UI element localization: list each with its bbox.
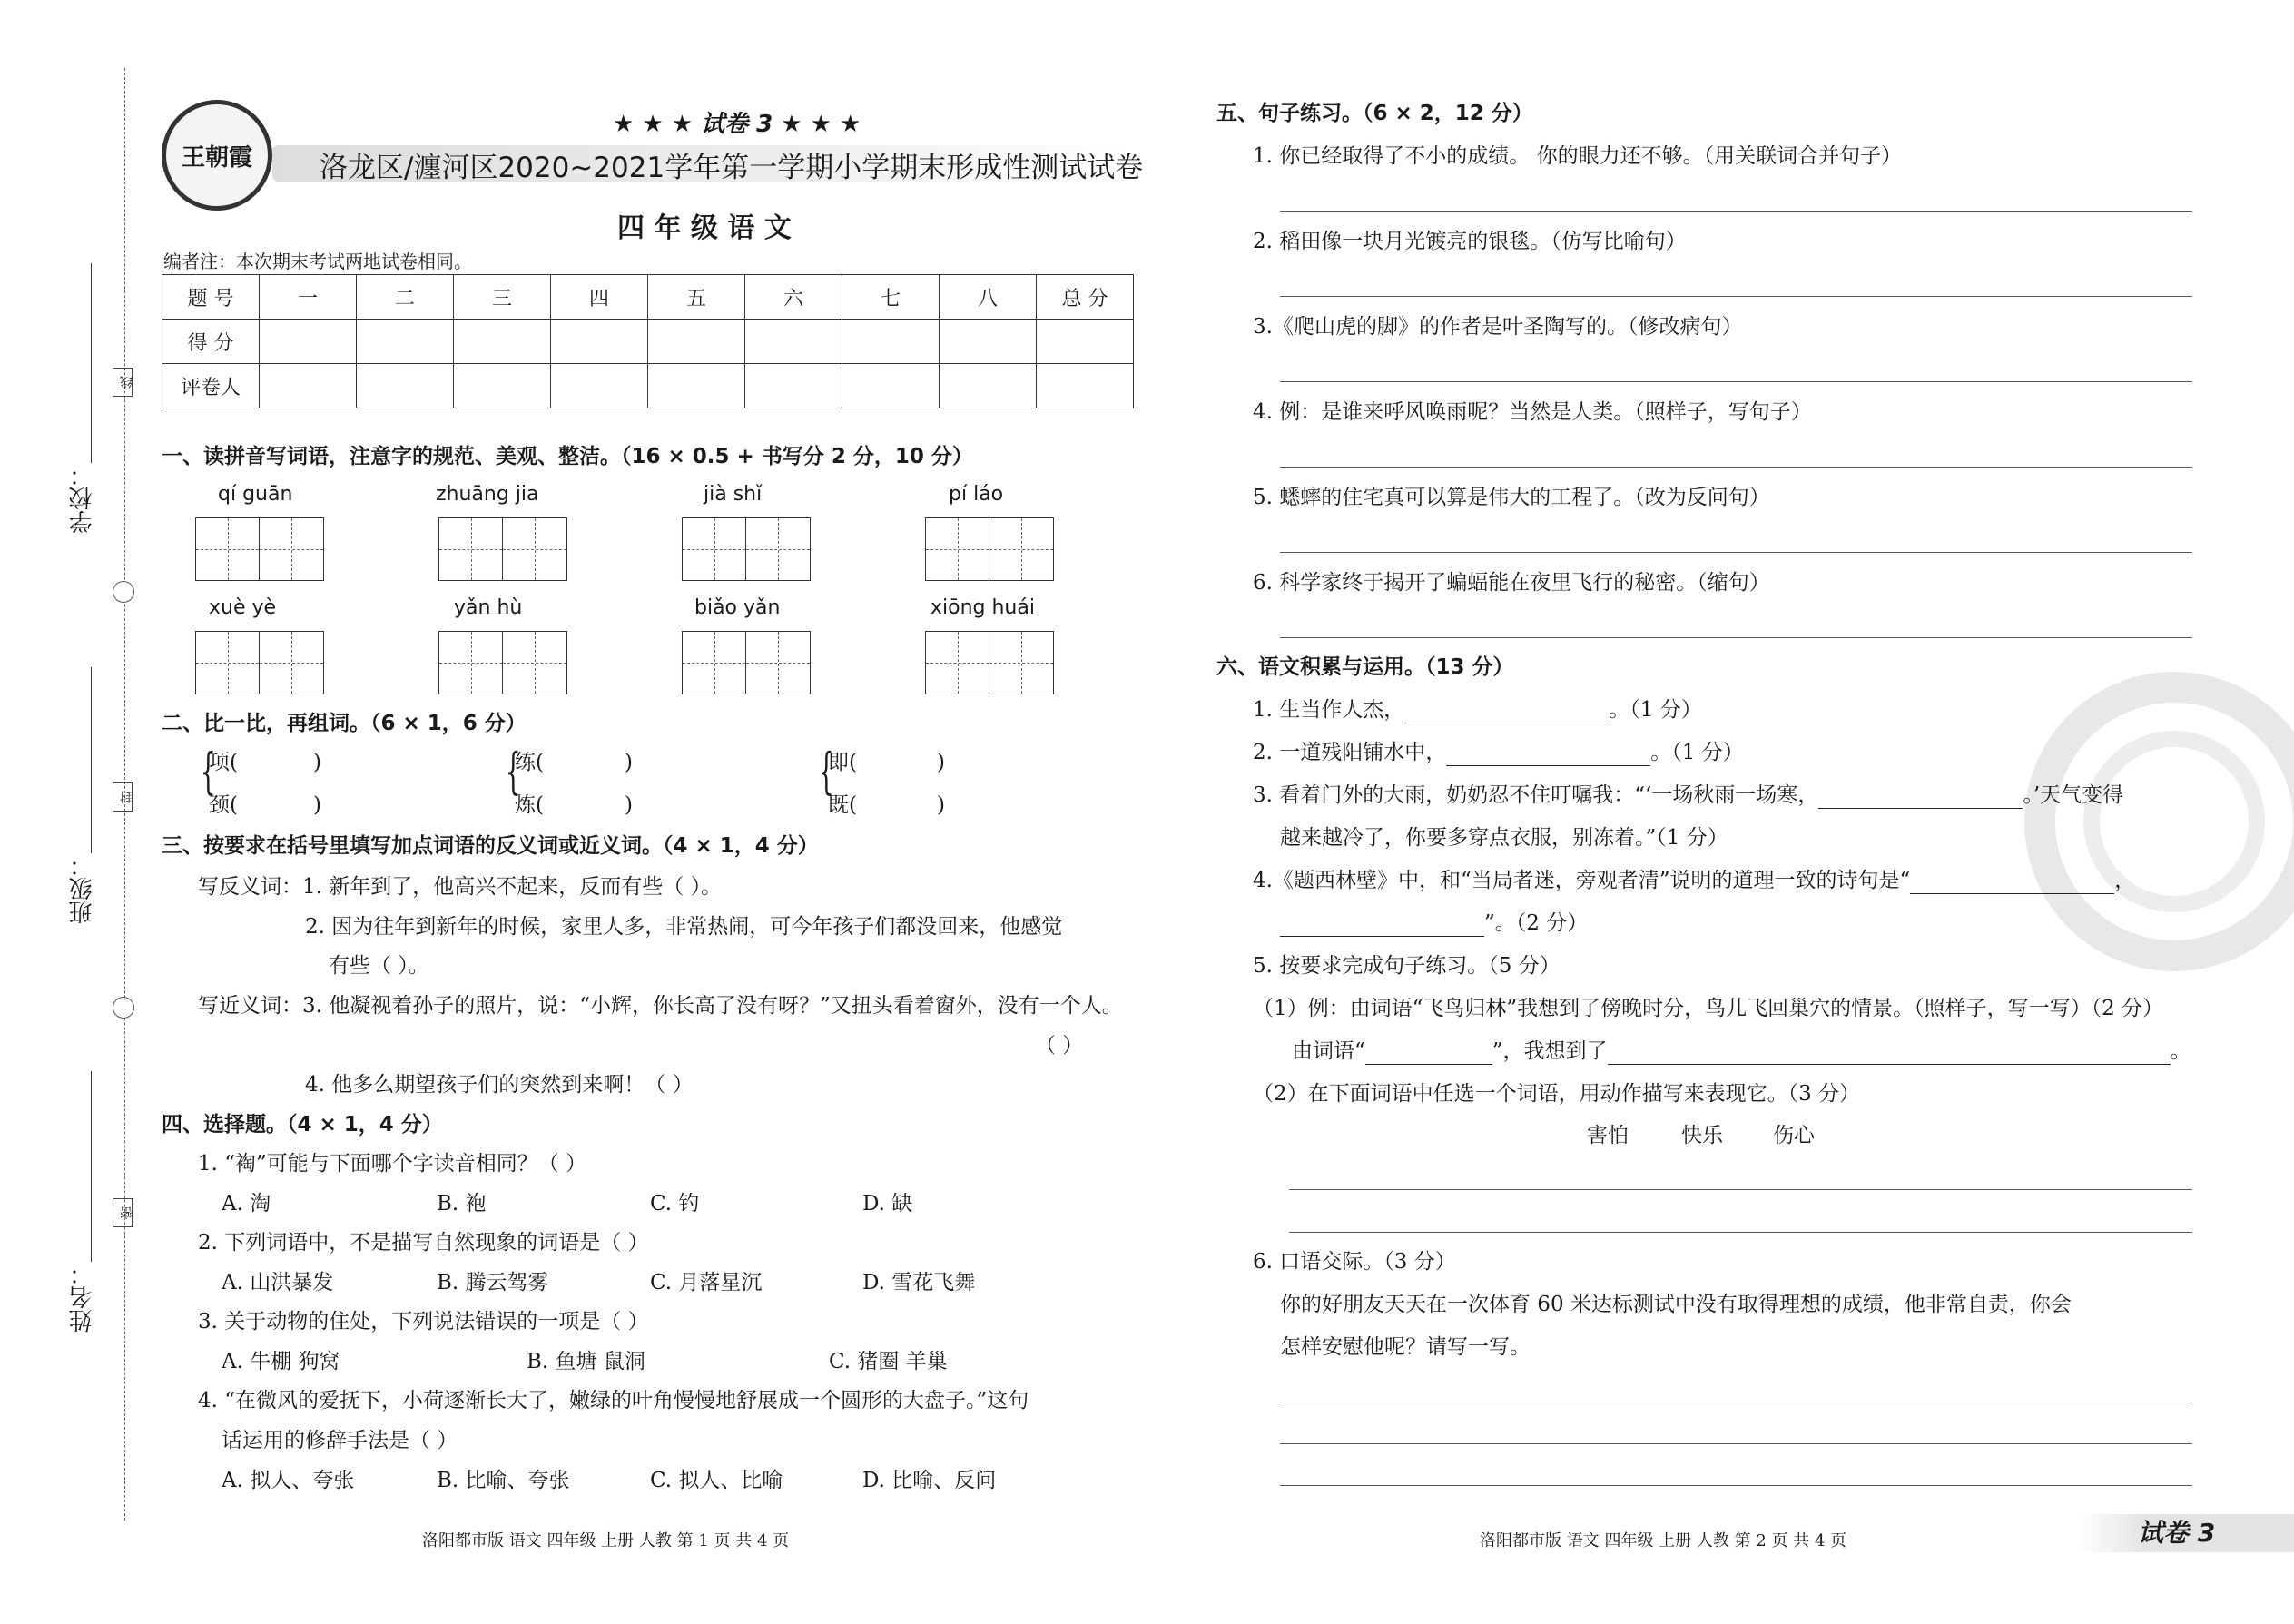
close-paren: ) <box>937 793 945 817</box>
option[interactable]: B. 腾云驾雾 <box>437 1271 549 1294</box>
table-cell: 得 分 <box>162 320 260 364</box>
class-field[interactable] <box>91 667 92 853</box>
section6-title: 六、语文积累与运用。（13 分） <box>1216 655 1514 679</box>
pinyin-label: pí láo <box>949 483 1004 506</box>
close-paren: ) <box>625 751 633 774</box>
answer-line[interactable] <box>1289 1189 2192 1190</box>
footer-right: 洛阳都市版 语文 四年级 上册 人教 第 2 页 共 4 页 <box>1480 1531 1847 1550</box>
answer-line[interactable] <box>1280 637 2192 638</box>
option[interactable]: C. 月落星沉 <box>650 1271 763 1294</box>
brace: { <box>505 743 521 800</box>
score-cell[interactable] <box>940 320 1037 364</box>
q2-end: 。（1 分） <box>1650 741 1744 764</box>
question-text: 2. 稻田像一块月光镀亮的银毯。（仿写比喻句） <box>1253 230 1687 253</box>
compare-item: 练( <box>515 751 544 774</box>
subject-title: 四 年 级 语 文 <box>617 212 792 244</box>
score-cell[interactable] <box>357 320 454 364</box>
pinyin-label: zhuāng jia <box>436 483 539 506</box>
option[interactable]: A. 山洪暴发 <box>222 1271 334 1294</box>
question-text <box>1280 910 1588 937</box>
answer-blank[interactable] <box>1404 701 1609 723</box>
score-row <box>162 320 1134 364</box>
class-label: 班级： <box>69 853 96 924</box>
close-paren: ) <box>937 751 945 774</box>
section5-title: 五、句子练习。（6 × 2，12 分） <box>1216 102 1533 125</box>
pinyin-label: yǎn hù <box>454 596 523 619</box>
grader-cell[interactable] <box>357 364 454 408</box>
score-cell[interactable] <box>260 320 357 364</box>
close-paren: ) <box>313 751 321 774</box>
close-paren: ) <box>625 793 633 817</box>
seal-char-feng: 封 <box>113 782 133 812</box>
pinyin-label: xuè yè <box>209 596 277 619</box>
brand-logo-text: 王朝霞 <box>181 143 252 172</box>
score-cell[interactable] <box>745 320 842 364</box>
brace: { <box>200 743 216 800</box>
grader-cell[interactable] <box>260 364 357 408</box>
answer-line[interactable] <box>1280 552 2192 553</box>
compare-item: 即( <box>828 751 857 774</box>
section1-title: 一、读拼音写词语，注意字的规范、美观、整洁。（16 × 0.5 + 书写分 2 分，10 分） <box>162 445 973 468</box>
answer-blank[interactable] <box>1818 786 2023 809</box>
question-text: 越来越冷了，你要多穿点衣服，别冻着。”（1 分） <box>1280 826 1728 850</box>
option[interactable]: D. 缺 <box>862 1192 913 1216</box>
answer-blank[interactable] <box>1608 1042 2171 1065</box>
q1-end: 。（1 分） <box>1609 698 1702 722</box>
option[interactable]: B. 袍 <box>437 1192 487 1216</box>
question-text: 5. 蟋蟀的住宅真可以算是伟大的工程了。（改为反问句） <box>1253 486 1770 509</box>
word-choice: 快乐 <box>1681 1124 1723 1147</box>
option[interactable]: C. 拟人、比喻 <box>650 1469 783 1492</box>
score-table <box>162 274 1134 408</box>
q4-end: ， <box>2114 869 2136 892</box>
score-cell[interactable] <box>1037 320 1134 364</box>
question-text: 4. “在微风的爱抚下，小荷逐渐长大了，嫩绿的叶角慢慢地舒展成一个圆形的大盘子。”这句 <box>198 1389 1029 1412</box>
question-text: （2）在下面词语中任选一个词语，用动作描写来表现它。（3 分） <box>1253 1082 1861 1106</box>
answer-line[interactable] <box>1289 1232 2192 1233</box>
answer-line[interactable] <box>1280 467 2192 468</box>
compare-item: 炼( <box>515 793 544 817</box>
footer-left: 洛阳都市版 语文 四年级 上册 人教 第 1 页 共 4 页 <box>422 1531 790 1550</box>
question-text: 6. 科学家终于揭开了蝙蝠能在夜里飞行的秘密。（缩句） <box>1253 571 1770 595</box>
question-text: 3.《爬山虎的脚》的作者是叶圣陶写的。（修改病句） <box>1253 315 1743 339</box>
question-text: 4. 例：是谁来呼风唤雨呢？当然是人类。（照样子，写句子） <box>1253 400 1812 424</box>
table-cell: 题 号 <box>162 275 260 320</box>
table-cell: 四 <box>551 275 648 320</box>
writing-grid[interactable] <box>682 631 811 694</box>
compare-item: 既( <box>828 793 857 817</box>
question-text: （1）例：由词语“飞鸟归林”我想到了傍晚时分，鸟儿飞回巢穴的情景。（照样子，写一写）（2 分） <box>1253 997 2164 1020</box>
answer-line[interactable] <box>1280 1443 2192 1444</box>
writing-grid[interactable] <box>438 631 567 694</box>
question-text: 3. 关于动物的住处，下列说法错误的一项是（ ） <box>198 1310 649 1334</box>
question-text: 写反义词：1. 新年到了，他高兴不起来，反而有些（ ）。 <box>198 875 723 899</box>
question-text: 1. “裪”可能与下面哪个字读音相同？（ ） <box>198 1152 587 1176</box>
option[interactable]: C. 钓 <box>650 1192 700 1216</box>
writing-grid[interactable] <box>195 517 324 581</box>
question-text <box>1253 867 2135 894</box>
question-text <box>1253 696 1702 723</box>
knot-icon <box>113 581 134 603</box>
answer-blank[interactable] <box>1446 743 1650 766</box>
pinyin-label: qí guān <box>218 483 293 506</box>
q3-text: 3. 看着门外的大雨，奶奶忍不住叮嘱我：“‘一场秋雨一场寒， <box>1253 783 1819 807</box>
corner-tag: 试卷 3 <box>2138 1518 2216 1548</box>
q5-end: 。 <box>2170 1039 2191 1063</box>
score-cell[interactable] <box>648 320 745 364</box>
table-cell: 一 <box>260 275 357 320</box>
question-text <box>1253 739 1744 766</box>
compare-item: 颈( <box>209 793 238 817</box>
option[interactable]: C. 猪圈 羊巢 <box>829 1350 948 1373</box>
question-text: 写近义词：3. 他凝视着孙子的照片，说：“小辉，你长高了没有呀？”又扭头看着窗外，没有一个人。 <box>198 994 1123 1018</box>
grader-cell[interactable] <box>454 364 551 408</box>
score-cell[interactable] <box>551 320 648 364</box>
pinyin-label: xiōng huái <box>930 596 1035 619</box>
exam-badge: ★ ★ ★ 试卷 3 ★ ★ ★ <box>613 111 861 138</box>
school-label: 学校： <box>69 463 96 534</box>
q1-text: 1. 生当作人杰， <box>1253 698 1405 722</box>
question-text: 4. 他多么期望孩子们的突然到来啊！（ ） <box>305 1073 694 1097</box>
option[interactable]: B. 鱼塘 鼠洞 <box>527 1350 645 1373</box>
writing-grid[interactable] <box>925 517 1054 581</box>
question-text <box>1292 1038 2191 1065</box>
q5-prefix: 由词语“ <box>1292 1039 1365 1063</box>
option[interactable]: A. 拟人、夸张 <box>222 1469 355 1492</box>
word-choice: 害怕 <box>1587 1124 1629 1147</box>
question-text: 6. 口语交际。（3 分） <box>1253 1250 1456 1274</box>
option[interactable]: B. 比喻、夸张 <box>437 1469 570 1492</box>
writing-grid[interactable] <box>925 631 1054 694</box>
score-table-header-row <box>162 275 1134 320</box>
answer-line[interactable] <box>1280 211 2192 212</box>
q5-mid: ”，我想到了 <box>1492 1039 1608 1063</box>
seal-char-mi: 密 <box>113 1198 133 1227</box>
question-text: 你的好朋友天天在一次体育 60 米达标测试中没有取得理想的成绩，他非常自责，你会 <box>1280 1293 2072 1316</box>
table-cell: 总 分 <box>1037 275 1134 320</box>
section4-title: 四、选择题。（4 × 1，4 分） <box>162 1113 443 1137</box>
section2-title: 二、比一比，再组词。（6 × 1，6 分） <box>162 712 527 735</box>
grader-cell[interactable] <box>745 364 842 408</box>
writing-grid[interactable] <box>682 517 811 581</box>
name-label: 姓名： <box>69 1262 96 1333</box>
grader-cell[interactable] <box>551 364 648 408</box>
option[interactable]: A. 淘 <box>222 1192 271 1216</box>
answer-line[interactable] <box>1280 381 2192 382</box>
pinyin-label: biǎo yǎn <box>694 596 781 619</box>
q3-end: 。’天气变得 <box>2023 783 2124 807</box>
name-field[interactable] <box>91 1071 92 1262</box>
question-text: 2. 下列词语中，不是描写自然现象的词语是（ ） <box>198 1231 649 1255</box>
question-text: 1. 你已经取得了不小的成绩。 你的眼力还不够。（用关联词合并句子） <box>1253 144 1903 168</box>
question-text: 话运用的修辞手法是（ ） <box>222 1429 458 1452</box>
q2-text: 2. 一道残阳铺水中， <box>1253 741 1447 764</box>
question-text: 5. 按要求完成句子练习。（5 分） <box>1253 954 1561 978</box>
exam-title: 洛龙区/瀍河区2020~2021学年第一学期小学期末形成性测试试卷 <box>320 152 1144 184</box>
question-text: 有些（ ）。 <box>329 954 429 978</box>
section3-title: 三、按要求在括号里填写加点词语的反义词或近义词。（4 × 1，4 分） <box>162 834 819 858</box>
question-text: 怎样安慰他呢？请写一写。 <box>1280 1335 1531 1359</box>
answer-line[interactable] <box>1280 296 2192 297</box>
brace: { <box>818 743 834 800</box>
score-cell[interactable] <box>842 320 940 364</box>
grader-cell[interactable] <box>940 364 1037 408</box>
school-field[interactable] <box>91 263 92 463</box>
word-choice: 伤心 <box>1773 1124 1815 1147</box>
grader-cell[interactable] <box>842 364 940 408</box>
brand-logo <box>162 100 272 211</box>
answer-line[interactable] <box>1280 1485 2192 1486</box>
writing-grid[interactable] <box>195 631 324 694</box>
option[interactable]: D. 雪花飞舞 <box>862 1271 976 1294</box>
answer-blank[interactable] <box>1280 914 1484 937</box>
answer-blank[interactable] <box>1910 871 2114 894</box>
table-cell: 七 <box>842 275 940 320</box>
writing-grid[interactable] <box>438 517 567 581</box>
answer-paren[interactable]: （ ） <box>1035 1034 1084 1058</box>
score-cell[interactable] <box>454 320 551 364</box>
close-paren: ) <box>313 793 321 817</box>
table-cell: 二 <box>357 275 454 320</box>
table-cell: 六 <box>745 275 842 320</box>
q4-end2: ”。（2 分） <box>1484 911 1589 935</box>
grader-cell[interactable] <box>648 364 745 408</box>
grader-cell[interactable] <box>1037 364 1134 408</box>
option[interactable]: A. 牛棚 狗窝 <box>222 1350 340 1373</box>
option[interactable]: D. 比喻、反问 <box>862 1469 997 1492</box>
compare-item: 项( <box>209 751 238 774</box>
grader-row <box>162 364 1134 408</box>
knot-icon <box>113 997 134 1019</box>
table-cell: 八 <box>940 275 1037 320</box>
answer-blank[interactable] <box>1365 1042 1492 1065</box>
table-cell: 五 <box>648 275 745 320</box>
seal-char-xian: 线 <box>113 368 133 397</box>
question-text: 2. 因为往年到新年的时候，家里人多，非常热闹，可今年孩子们都没回来，他感觉 <box>305 915 1063 939</box>
q4-text: 4.《题西林壁》中，和“当局者迷，旁观者清”说明的道理一致的诗句是“ <box>1253 869 1911 892</box>
table-cell: 评卷人 <box>162 364 260 408</box>
table-cell: 三 <box>454 275 551 320</box>
question-text <box>1253 782 2123 809</box>
editor-note: 编者注：本次期末考试两地试卷相同。 <box>163 251 472 272</box>
pinyin-label: jià shǐ <box>704 483 763 506</box>
